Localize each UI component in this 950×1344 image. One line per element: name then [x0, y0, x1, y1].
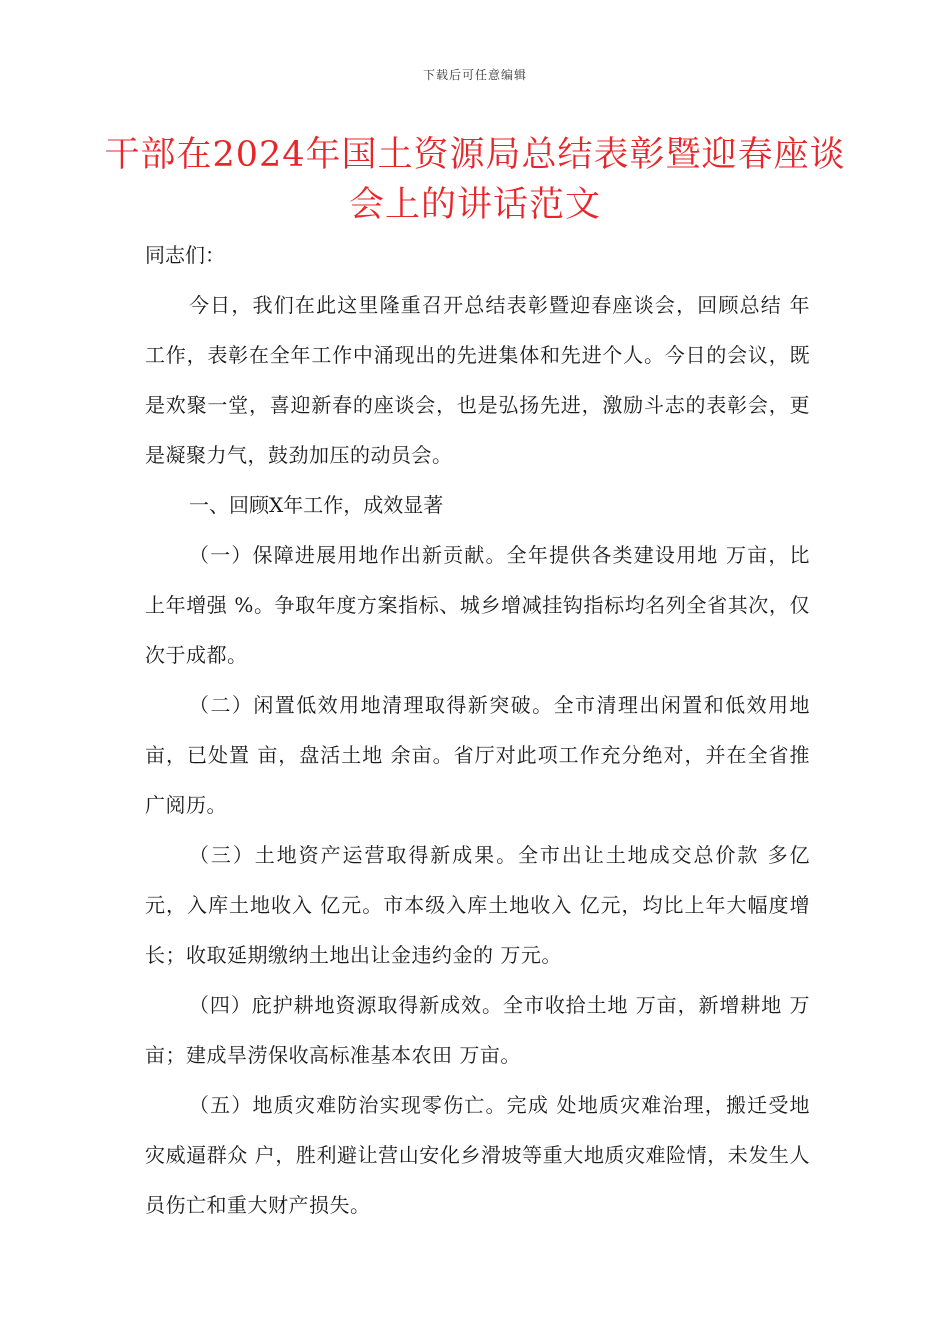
- section-item: （一）保障进展用地作出新贡献。全年提供各类建设用地 万亩，比上年增强 %。争取年度方案指标、城乡增减挂钩指标均名列全省其次，仅次于成都。: [145, 543, 810, 667]
- section-item: （三）土地资产运营取得新成果。全市出让土地成交总价款 多亿元，入库土地收入 亿元。市本级入库土地收入 亿元，均比上年大幅度增长；收取延期缴纳土地出让金违约金的 万元。: [145, 843, 810, 967]
- section-item: （四）庇护耕地资源取得新成效。全市收拾土地 万亩，新增耕地 万亩；建成旱涝保收高标准基本农田 万亩。: [145, 993, 810, 1067]
- intro-paragraph: 今日，我们在此这里隆重召开总结表彰暨迎春座谈会，回顾总结 年工作，表彰在全年工作中涌现出的先进集体和先进个人。今日的会议，既是欢聚一堂，喜迎新春的座谈会，也是弘扬先进，激励斗志的表彰会，更是凝聚力气，鼓劲加压的动员会。: [145, 293, 810, 467]
- document-body: [145, 230, 810, 1230]
- section-heading: 一、回顾X年工作，成效显著: [189, 493, 444, 517]
- page-header-note: 下载后可任意编辑: [422, 68, 527, 82]
- section-item: （二）闲置低效用地清理取得新突破。全市清理出闲置和低效用地 亩，已处置 亩，盘活土地 余亩。省厅对此项工作充分绝对，并在全省推广阅历。: [145, 693, 810, 817]
- section-item: （五）地质灾难防治实现零伤亡。完成 处地质灾难治理，搬迁受地灾威逼群众 户，胜利避让营山安化乡滑坡等重大地质灾难险情，未发生人员伤亡和重大财产损失。: [145, 1093, 810, 1217]
- salutation: 同志们：: [145, 243, 225, 267]
- document-title: 干部在2024年国土资源局总结表彰暨迎春座谈会上的讲话范文: [104, 135, 846, 225]
